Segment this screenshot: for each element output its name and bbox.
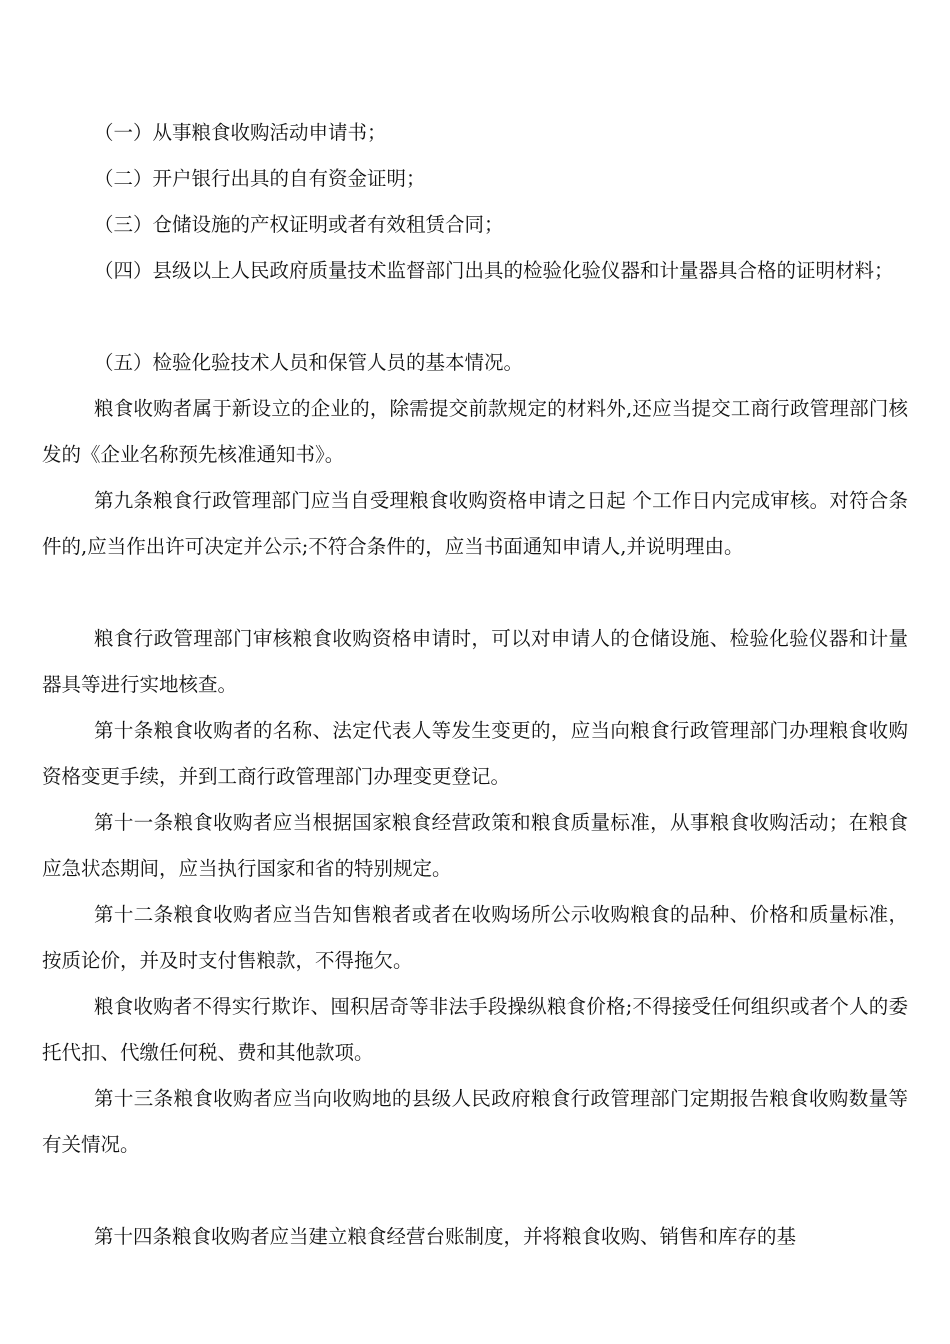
paragraph-price-manipulation: 粮食收购者不得实行欺诈、囤积居奇等非法手段操纵粮食价格;不得接受任何组织或者个人的委托代扣、代缴任何税、费和其他款项。 [42,995,908,1064]
paragraph-article-13: 第十三条粮食收购者应当向收购地的县级人民政府粮食行政管理部门定期报告粮食收购数量等有关情况。 [42,1087,908,1156]
paragraph-article-12: 第十二条粮食收购者应当告知售粮者或者在收购场所公示收购粮食的品种、价格和质量标准，按质论价，并及时支付售粮款，不得拖欠。 [42,903,908,972]
list-item-fund-proof: （二）开户银行出具的自有资金证明； [94,167,426,190]
paragraph-article-10: 第十条粮食收购者的名称、法定代表人等发生变更的，应当向粮食行政管理部门办理粮食收购资格变更手续，并到工商行政管理部门办理变更登记。 [42,719,908,788]
list-item-staff-info: （五）检验化验技术人员和保管人员的基本情况。 [94,351,524,374]
paragraph-article-11: 第十一条粮食收购者应当根据国家粮食经营政策和粮食质量标准，从事粮食收购活动；在粮食应急状态期间，应当执行国家和省的特别规定。 [42,811,908,880]
list-item-storage-proof: （三）仓储设施的产权证明或者有效租赁合同； [94,213,504,236]
list-item-application: （一）从事粮食收购活动申请书； [94,121,387,144]
paragraph-article-9: 第九条粮食行政管理部门应当自受理粮食收购资格申请之日起 个工作日内完成审核。对符合条件的,应当作出许可决定并公示;不符合条件的，应当书面通知申请人,并说明理由。 [42,489,908,558]
list-item-instrument-proof: （四）县级以上人民政府质量技术监督部门出具的检验化验仪器和计量器具合格的证明材料； [94,259,894,282]
paragraph-on-site-inspection: 粮食行政管理部门审核粮食收购资格申请时，可以对申请人的仓储设施、检验化验仪器和计量器具等进行实地核查。 [42,627,908,696]
paragraph-article-14: 第十四条粮食收购者应当建立粮食经营台账制度，并将粮食收购、销售和库存的基 [94,1225,797,1248]
paragraph-new-enterprise: 粮食收购者属于新设立的企业的，除需提交前款规定的材料外,还应当提交工商行政管理部门核发的《企业名称预先核准通知书》。 [42,397,908,466]
